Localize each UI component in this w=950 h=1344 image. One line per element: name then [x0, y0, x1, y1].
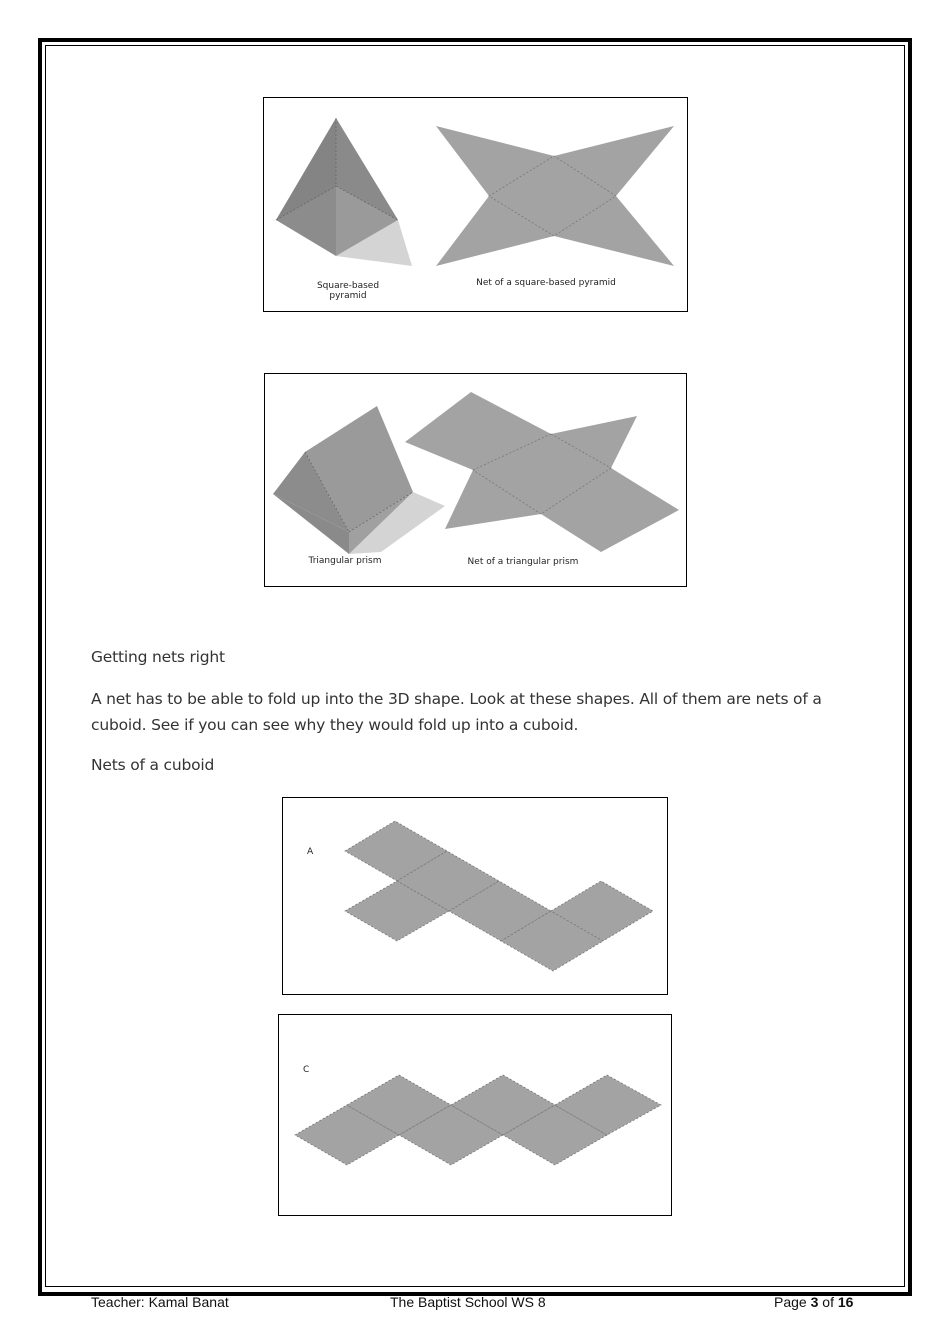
pyramid-net [436, 126, 674, 266]
footer-teacher: Teacher: Kamal Banat [91, 1294, 229, 1310]
prism-net-label: Net of a triangular prism [467, 557, 579, 567]
paragraph-line-1: A net has to be able to fold up into the 3D shape. Look at these shapes. All of them are nets of a [91, 690, 822, 708]
footer-page [774, 1294, 853, 1310]
cuboid-net-c-figure [278, 1014, 672, 1216]
net-c-label: C [303, 1065, 310, 1075]
prism-label: Triangular prism [308, 556, 382, 566]
footer-page-prefix: Page [774, 1294, 807, 1310]
paragraph-line-2: cuboid. See if you can see why they would fold up into a cuboid. [91, 716, 579, 734]
pyramid-figure [263, 97, 688, 312]
prism-figure [264, 373, 687, 587]
section-heading: Getting nets right [91, 648, 225, 666]
footer-page-current: 3 [810, 1294, 819, 1310]
pyramid-label-1: Square-based [316, 281, 380, 291]
pyramid-net-label: Net of a square-based pyramid [476, 278, 616, 288]
footer-school: The Baptist School WS 8 [390, 1294, 546, 1310]
footer-page-of: of [822, 1294, 834, 1310]
net-a-label: A [307, 847, 314, 857]
prism-net [405, 392, 679, 552]
pyramid-label-2: pyramid [329, 291, 367, 301]
paragraph [91, 686, 851, 738]
cuboid-net-a-figure [282, 797, 668, 995]
footer-page-total: 16 [837, 1294, 854, 1310]
subheading: Nets of a cuboid [91, 756, 215, 774]
